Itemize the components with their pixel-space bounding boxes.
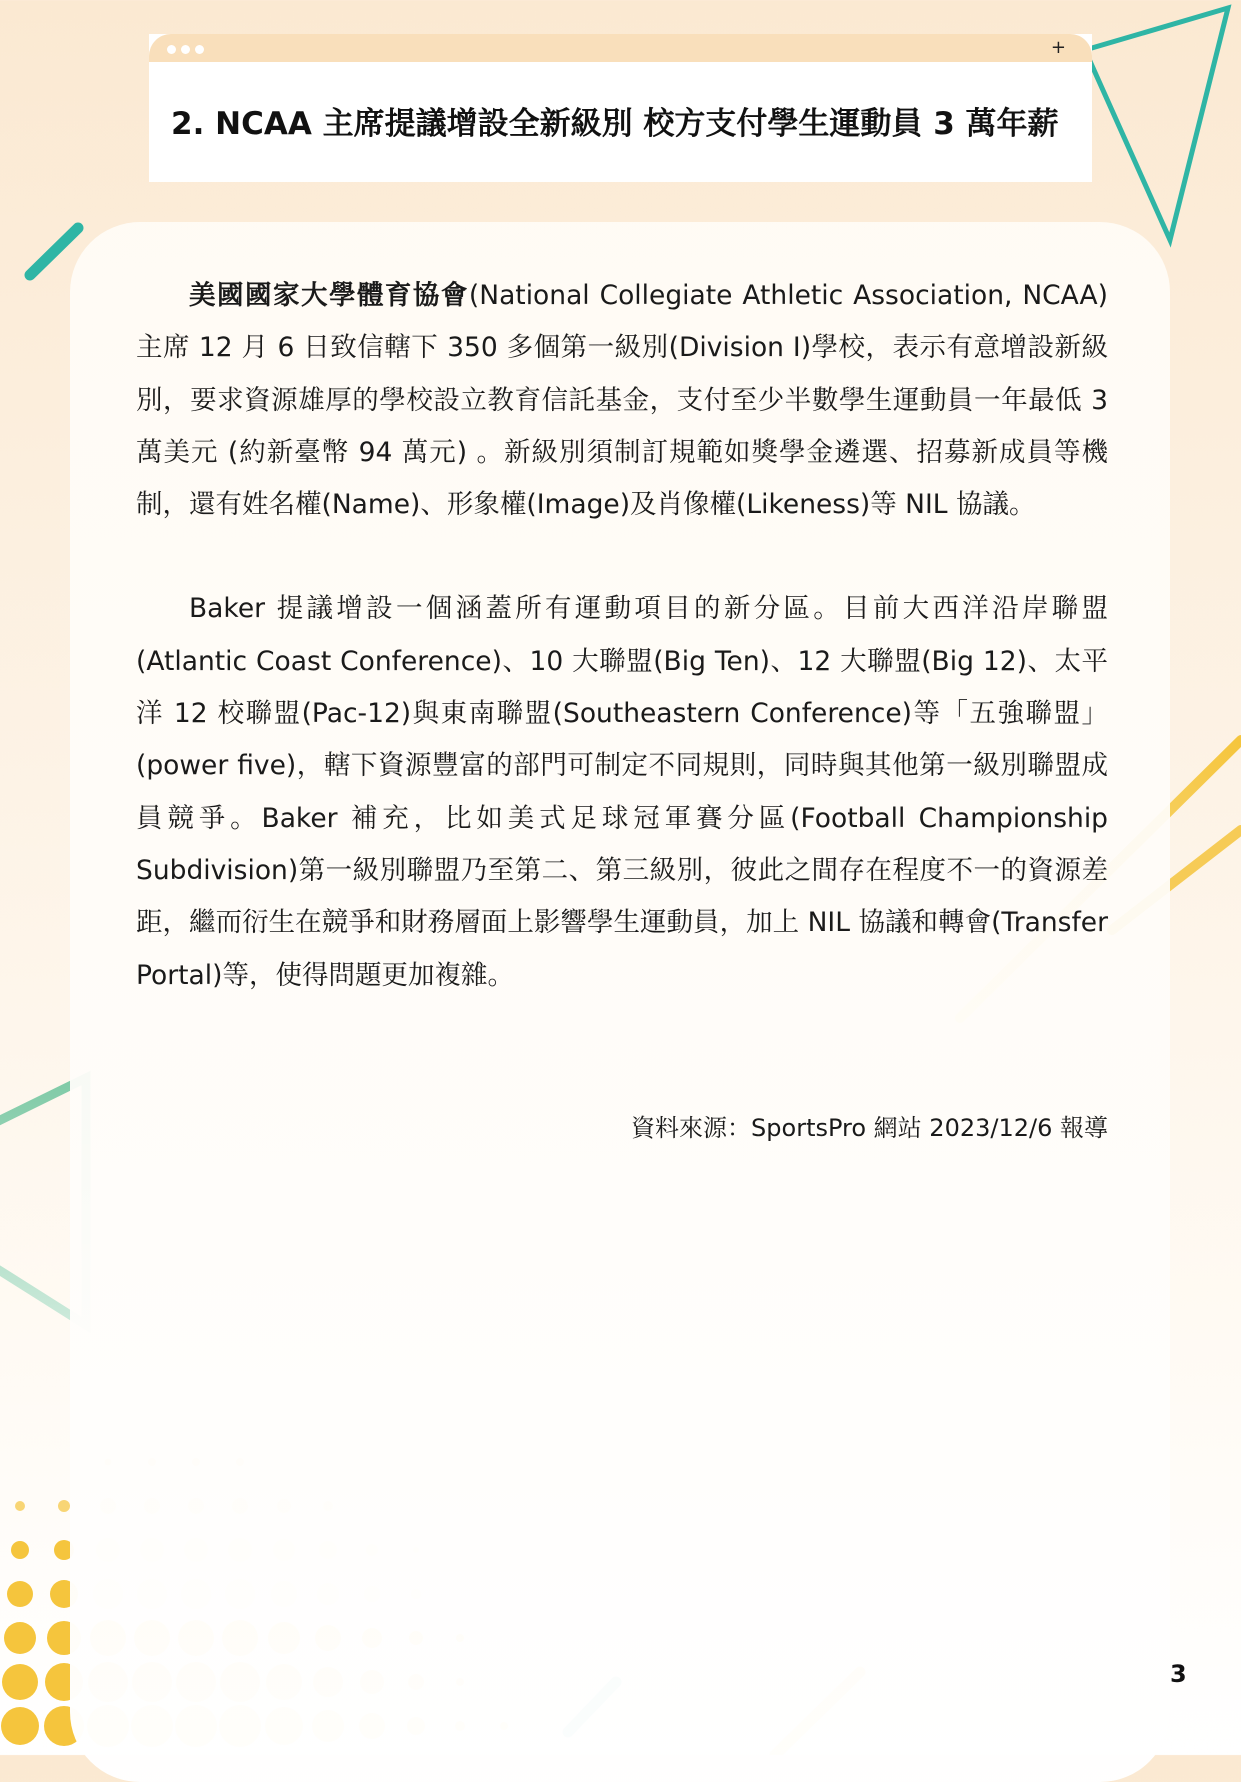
tab-dot-icon [195,45,204,54]
paragraph-1 [136,270,1108,531]
tab-dot-icon [181,45,190,54]
plus-icon: + [1050,37,1066,58]
paragraph-1-lead: 美國國家大學體育協會 [189,280,469,311]
title-tab-bar [149,34,1092,62]
page-number: 3 [1170,1660,1187,1688]
teal-triangle-outline [1085,8,1228,240]
teal-slash-top [30,228,78,275]
paragraph-1-text: (National Collegiate Athletic Association, NCAA)主席 12 月 6 日致信轄下 350 多個第一級別(Division I)學校，表示有意增設新級別，要求資源雄厚的學校設立教育信託基金，支付至少半數學生運動員一年最低 3 萬美元 (約新臺幣 94 萬元) 。新級別須制訂規範如獎學金遴選、招募新成員等機制，還有姓名權(Name)、形象權(Image)及肖像權(Likeness)等 NIL 協議。 [136,280,1108,521]
title-card [149,34,1092,182]
tab-dot-icon [167,45,176,54]
page-title: 2. NCAA 主席提議增設全新級別 校方支付學生運動員 3 萬年薪 [171,106,1059,142]
paragraph-2: Baker 提議增設一個涵蓋所有運動項目的新分區。目前大西洋沿岸聯盟(Atlantic Coast Conference)、10 大聯盟(Big Ten)、12 大聯盟(Big 12)、太平洋 12 校聯盟(Pac-12)與東南聯盟(Southeastern Conference)等「五強聯盟」(power five)，轄下資源豐富的部門可制定不同規則，同時與其他第一級別聯盟成員競爭。Baker 補充，比如美式足球冠軍賽分區(Football Championship Subdivision)第一級別聯盟乃至第二、第三級別，彼此之間存在程度不一的資源差距，繼而衍生在競爭和財務層面上影響學生運動員，加上 NIL 協議和轉會(Transfer Portal)等，使得問題更加複雜。 [136,593,1108,991]
article-body [136,270,1108,1002]
source-citation: 資料來源：SportsPro 網站 2023/12/6 報導 [631,1114,1108,1142]
